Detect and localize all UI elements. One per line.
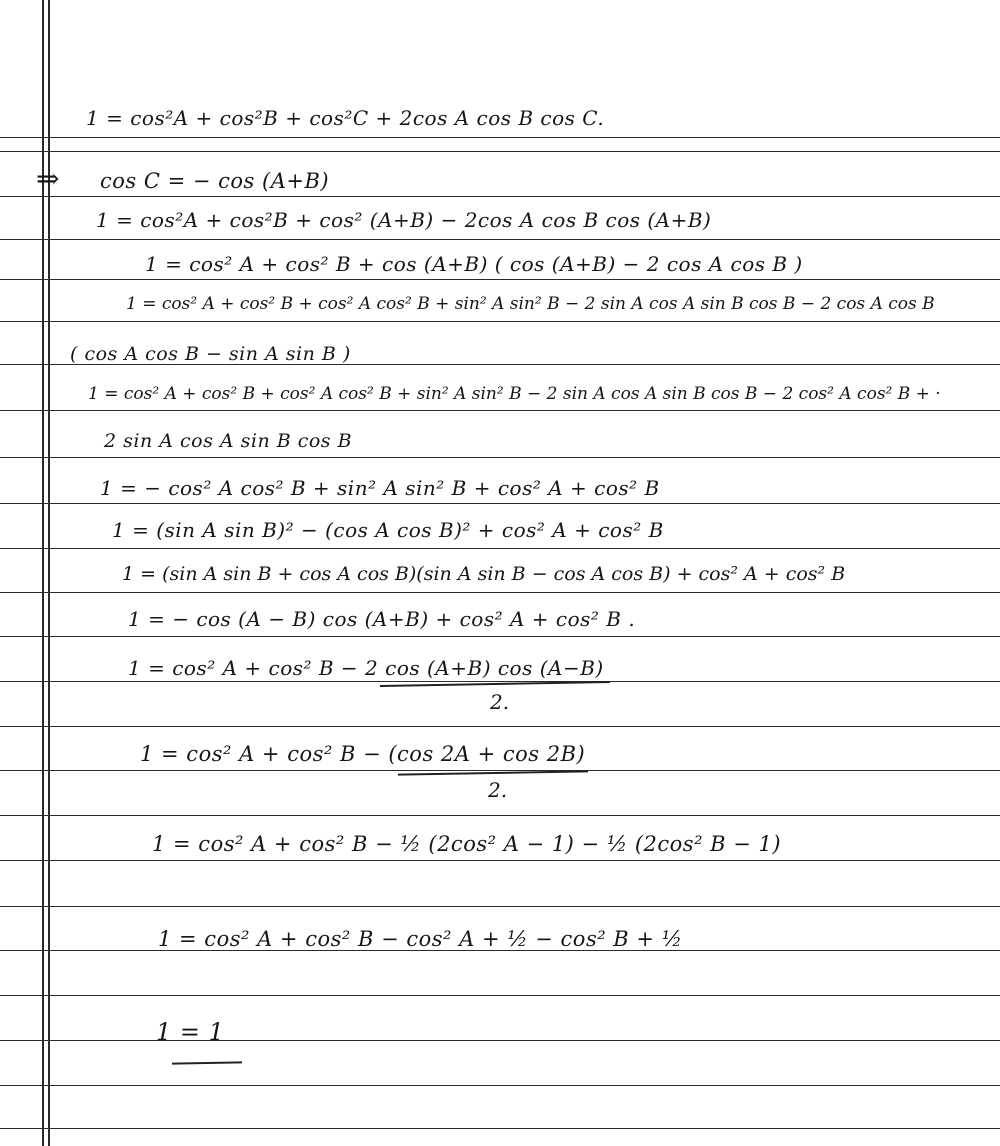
equation-line: 1 = cos² A + cos² B − ½ (2cos² A − 1) − ½ (2cos² B − 1) xyxy=(152,832,782,856)
implies-arrow: ⇒ xyxy=(36,162,60,195)
ruled-line xyxy=(0,726,1000,727)
final-result: 1 = 1 xyxy=(156,1018,225,1046)
ruled-line xyxy=(0,321,1000,322)
equation-line: 1 = cos² A + cos² B + cos² A cos² B + sin² A sin² B − 2 sin A cos A sin B cos B − 2 cos² A cos² B + · xyxy=(88,384,941,404)
given-identity: 1 = cos²A + cos²B + cos²C + 2cos A cos B cos C. xyxy=(86,106,605,130)
fraction-bar xyxy=(398,770,588,775)
ruled-line xyxy=(0,503,1000,504)
equation-line: 1 = cos² A + cos² B − cos² A + ½ − cos² B + ½ xyxy=(158,927,683,951)
ruled-line xyxy=(0,410,1000,411)
ruled-line xyxy=(0,279,1000,280)
denominator: 2. xyxy=(488,778,508,802)
equation-line: 1 = cos²A + cos²B + cos² (A+B) − 2cos A cos B cos (A+B) xyxy=(96,208,712,232)
ruled-line xyxy=(0,995,1000,996)
equation-line: 1 = − cos² A cos² B + sin² A sin² B + cos² A + cos² B xyxy=(100,476,660,500)
equation-line: cos C = − cos (A+B) xyxy=(100,169,330,193)
equation-line: 1 = (sin A sin B + cos A cos B)(sin A sin B − cos A cos B) + cos² A + cos² B xyxy=(122,563,846,585)
ruled-line xyxy=(0,815,1000,816)
equation-line: 2 sin A cos A sin B cos B xyxy=(104,430,353,452)
ruled-line xyxy=(0,457,1000,458)
ruled-line xyxy=(0,239,1000,240)
ruled-line xyxy=(0,592,1000,593)
denominator: 2. xyxy=(490,690,510,714)
ruled-line xyxy=(0,137,1000,138)
equation-line: 1 = cos² A + cos² B − 2 cos (A+B) cos (A−B) xyxy=(128,656,604,680)
equation-line: 1 = − cos (A − B) cos (A+B) + cos² A + cos² B . xyxy=(128,607,636,631)
equation-line: ( cos A cos B − sin A sin B ) xyxy=(70,343,351,365)
ruled-line xyxy=(0,548,1000,549)
ruled-line xyxy=(0,151,1000,152)
result-underline xyxy=(172,1061,242,1064)
equation-line: 1 = cos² A + cos² B + cos² A cos² B + sin² A sin² B − 2 sin A cos A sin B cos B − 2 cos A cos B xyxy=(126,294,935,314)
ruled-line xyxy=(0,860,1000,861)
ruled-line xyxy=(0,681,1000,682)
ruled-line xyxy=(0,1128,1000,1129)
equation-line: 1 = cos² A + cos² B − (cos 2A + cos 2B) xyxy=(140,742,586,766)
ruled-line xyxy=(0,906,1000,907)
equation-line: 1 = (sin A sin B)² − (cos A cos B)² + cos² A + cos² B xyxy=(112,518,664,542)
ruled-line xyxy=(0,1040,1000,1041)
ruled-line xyxy=(0,196,1000,197)
equation-line: 1 = cos² A + cos² B + cos (A+B) ( cos (A+B) − 2 cos A cos B ) xyxy=(145,252,803,276)
ruled-line xyxy=(0,1085,1000,1086)
ruled-line xyxy=(0,636,1000,637)
ruled-line xyxy=(0,770,1000,771)
